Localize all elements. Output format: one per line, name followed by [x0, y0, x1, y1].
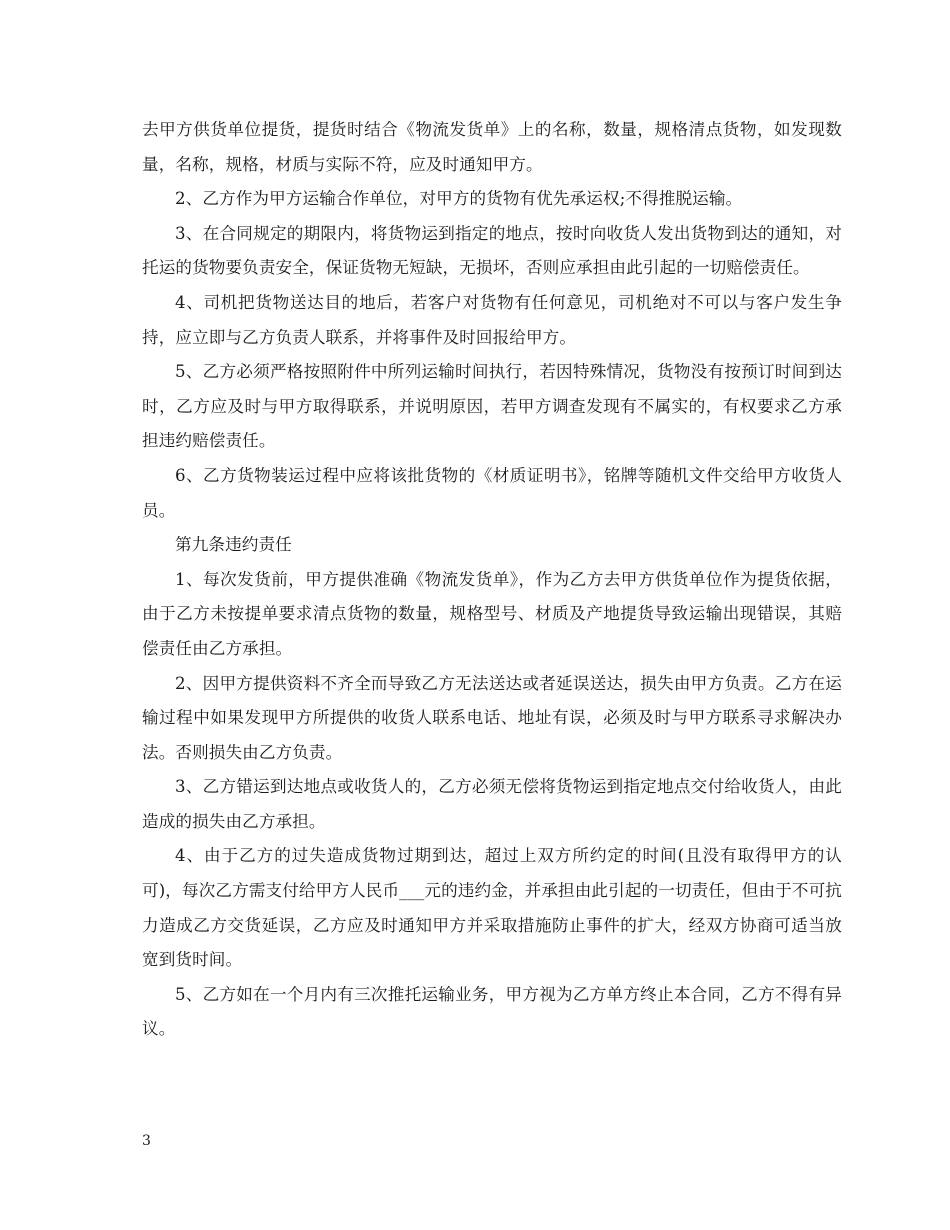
section-heading-article-9: 第九条违约责任 [175, 535, 292, 555]
clause-6-documents-handover: 6、乙方货物装运过程中应将该批货物的《材质证明书》，铭牌等随机文件交给甲方收货人员。 [142, 465, 842, 520]
clause-2-priority-carriage: 2、乙方作为甲方运输合作单位，对甲方的货物有优先承运权;不得推脱运输。 [175, 189, 743, 209]
clause-3-delivery-deadline: 3、在合同规定的期限内，将货物运到指定的地点，按时向收货人发出货物到达的通知，对托运的货物要负责安全，保证货物无短缺，无损坏，否则应承担由此引起的一切赔偿责任。 [142, 223, 842, 278]
document-body [142, 113, 842, 1047]
liability-clause-3: 3、乙方错运到达地点或收货人的，乙方必须无偿将货物运到指定地点交付给收货人，由此造成的损失由乙方承担。 [142, 777, 842, 831]
paragraph-continuation: 去甲方供货单位提货，提货时结合《物流发货单》上的名称，数量，规格清点货物，如发现数量，名称，规格，材质与实际不符，应及时通知甲方。 [142, 120, 842, 174]
clause-5-transport-schedule: 5、乙方必须严格按照附件中所列运输时间执行，若因特殊情况，货物没有按预订时间到达时，乙方应及时与甲方取得联系，并说明原因，若甲方调查发现有不属实的，有权要求乙方承担违约赔偿责任。 [142, 362, 842, 451]
liability-clause-4: 4、由于乙方的过失造成货物过期到达，超过上双方所约定的时间(且没有取得甲方的认可)，每次乙方需支付给甲方人民币___元的违约金，并承担由此引起的一切责任，但由于不可抗力造成乙方交货延误，乙方应及时通知甲方并采取措施防止事件的扩大，经双方协商可适当放宽到货时间。 [142, 846, 842, 970]
liability-clause-1: 1、每次发货前，甲方提供准确《物流发货单》，作为乙方去甲方供货单位作为提货依据，由于乙方未按提单要求清点货物的数量，规格型号、材质及产地提货导致运输出现错误，其赔偿责任由乙方承担。 [142, 569, 842, 658]
clause-4-driver-conduct: 4、司机把货物送达目的地后，若客户对货物有任何意见，司机绝对不可以与客户发生争持，应立即与乙方负责人联系，并将事件及时回报给甲方。 [142, 292, 842, 347]
liability-clause-5: 5、乙方如在一个月内有三次推托运输业务，甲方视为乙方单方终止本合同，乙方不得有异议。 [142, 984, 842, 1039]
page-number: 3 [142, 1133, 151, 1149]
liability-clause-2: 2、因甲方提供资料不齐全而导致乙方无法送达或者延误送达，损失由甲方负责。乙方在运输过程中如果发现甲方所提供的收货人联系电话、地址有误，必须及时与甲方联系寻求解决办法。否则损失由乙方负责。 [142, 673, 842, 762]
